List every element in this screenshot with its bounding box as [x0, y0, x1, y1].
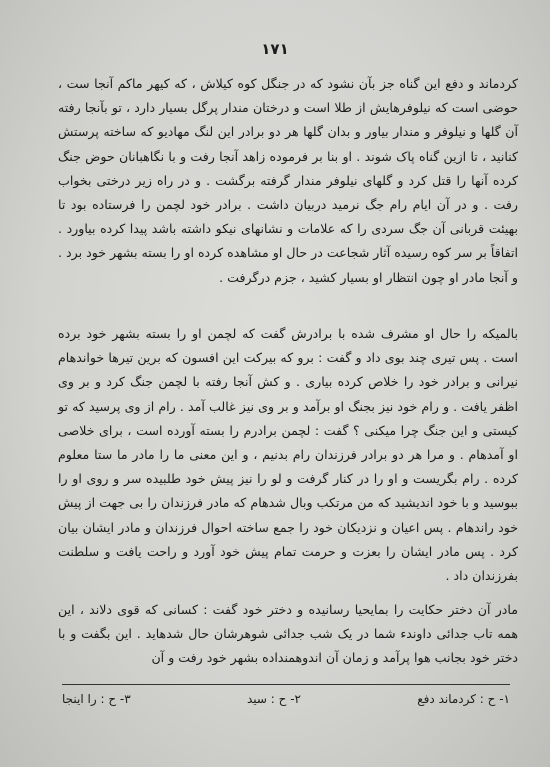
footnote-3: ۳- ح : را اینجا — [62, 692, 131, 706]
paragraph-3: مادر آن دختر حکایت را بمایحیا رسانیده و دختر خود گفت : کسانی که قوی دلاند ، این همه تاب جدائی داوندء شما در یک شب جدائی شوهرشان حال شدهاید . این بگفت و با دختر خود بجانب هوا پرآمد و زمان آن اندوهمنداده بشهر خود رفت و آن — [58, 602, 518, 666]
footnote-separator — [62, 684, 510, 685]
footnote-2: ۲- ح : سید — [246, 692, 301, 706]
paragraph-2: بالمیکه را حال او مشرف شده با برادرش گفت که لچمن او را بسته بشهر خود برده است . پس تیری چند بوی داد و گفت : برو که بیرکت این افسون که برین تیرها خواندهام نیرانی و برادر خود را خلاص کرده بیاری . و کش آنجا رفته با لچمن جنگ کرد و بر وی اظفر یافت . و رام خود نیز بجنگ او برآمد و بر وی نیز غالب آمد . رام از وی پرسید که تو کیستی و این جنگ چرا میکنی ؟ گفت : لچمن برادرم را بسته آورده است ، برای خلاصی او آمدهام . و مرا هر دو برادر فرزندان رام بدنیم ، و این معنی ما را مادر ما ستا معلوم کرده . رام بگریست و او را در کنار گرفت و لو را نیز پیش خود طلبیده سر و روی او را ببوسید و با خود اندیشید که من مرتکب وبال شدهام که مادر فرزندان را بی جهت از پیش خود راندهام . پس اعیان و نزدیکان خود را جمع ساخته احوال فرزندان و مادر ایشان بیان کرد . پس مادر ایشان را بعزت و حرمت تمام پیش خود آورد و راحت یافت و سلطنت بفرزندان داد . — [58, 326, 518, 584]
footnote-1: ۱- ح : کردماند دفع — [417, 692, 510, 706]
footnotes — [62, 692, 510, 706]
page-number: ۱۷۱ — [261, 40, 289, 58]
paragraph-1: کردماند و دفع این گناه جز بآن نشود که در جنگل کوه کیلاش ، که کیهر ماکم آنجا ست ، حوضی است که نیلوفرهایش از طلا است و درختان مندار پرگل بسیار دارد ، تو بآنجا رفته آن گلها و نیلوفر و مندار بیاور و بدان گلها هر دو برادر این لنگ مهادیو که ساخته پرستش کنانید ، تا ازین گناه پاک شوند . او بنا بر فرموده زاهد آنجا رفت و با نگاهبانان حوض جنگ کرده آنها را قتل کرد و گلهای نیلوفر مندار گرفته برگشت . و در راه زیر درختی بخواب رفت . و در آن ایام رام جگ نرمید دربیان داشت . برادر خود لچمن را فرستاده بود تا بهیئت قربانی آن جگ سردی را که علامات و نشانهای نیکو داشته باشد پیدا کرده بیاورد . اتفاقاً بر سر کوه رسیده آثار شجاعت در حال او مشاهده کرده او را بسته بشهر خود برد . و آنجا مادر او چون انتظار او بسیار کشید ، جزم درگرفت . — [58, 76, 518, 285]
